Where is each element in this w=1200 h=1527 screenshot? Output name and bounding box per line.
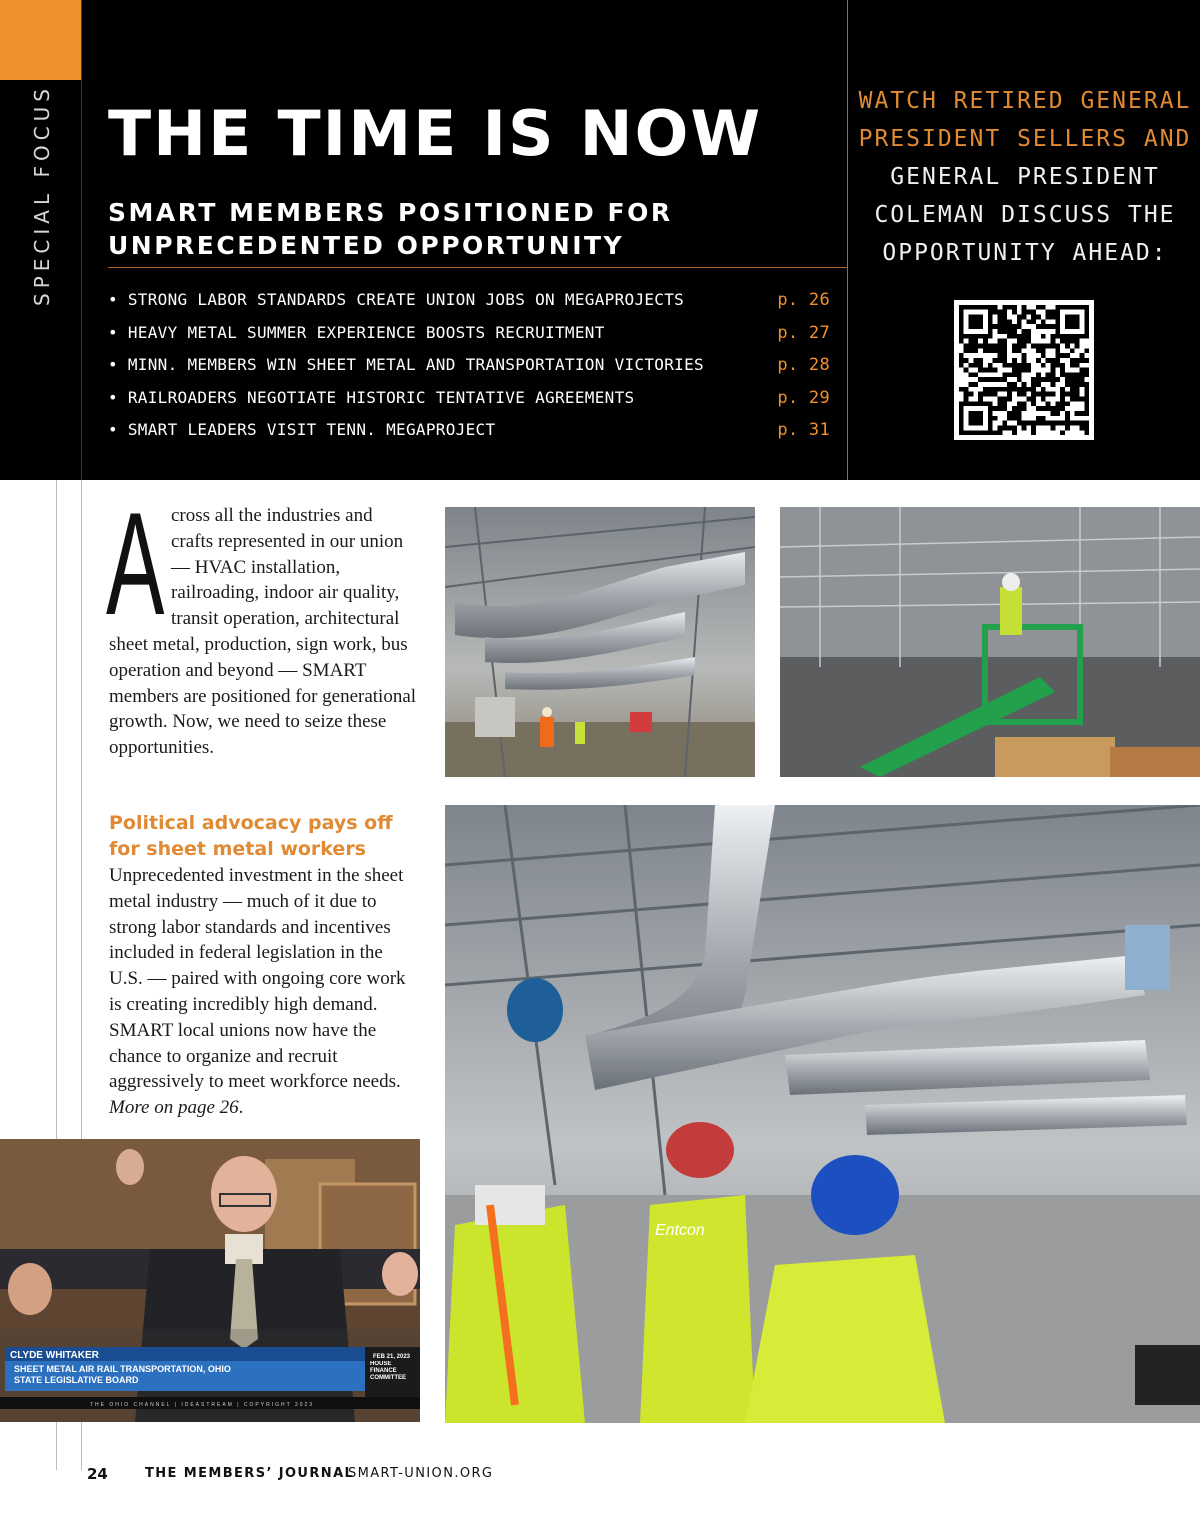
orange-corner-block [0, 0, 81, 80]
lower-third-name: CLYDE WHITAKER [10, 1350, 99, 1361]
intro-text: cross all the industries and crafts represented in our union — HVAC installation, railroading, indoor air quality, transit operation, architectural sheet metal, production, sign work, bus operation and beyond — SMART members are positioned for generational growth. Now, we need to seize these opportunities. [109, 505, 417, 759]
column-divider [847, 0, 848, 480]
toc-item[interactable] [108, 319, 830, 352]
toc-item-page: p. 26 [777, 290, 830, 310]
photo-ductwork-hall [445, 507, 755, 777]
toc-item-text: • RAILROADERS NEGOTIATE HISTORIC TENTATIVE AGREEMENTS [108, 387, 635, 407]
vest-logo: Entcon [655, 1222, 705, 1239]
toc-item-page: p. 31 [777, 420, 830, 440]
qr-code-icon [954, 300, 1094, 440]
lower-third-role-1: SHEET METAL AIR RAIL TRANSPORTATION, OHIO [14, 1364, 231, 1374]
section-side-label: SPECIAL FOCUS [30, 84, 54, 306]
toc-item-text: • MINN. MEMBERS WIN SHEET METAL AND TRANSPORTATION VICTORIES [108, 355, 704, 374]
toc-item-page: p. 29 [777, 387, 830, 408]
video-callout-text: GENERAL PRESIDENT COLEMAN DISCUSS THE OPPORTUNITY AHEAD: [874, 164, 1176, 266]
website-link[interactable]: SMART-UNION.ORG [348, 1466, 494, 1481]
lower-third-channel: THE OHIO CHANNEL | IDEASTREAM | COPYRIGHT 2023 [90, 1402, 315, 1408]
photo-legislative-testimony [0, 1139, 420, 1422]
toc-item[interactable] [108, 286, 830, 319]
page-number: 24 [87, 1465, 108, 1483]
video-callout [850, 82, 1200, 272]
section-heading: Political advocacy pays off for sheet metal workers [109, 812, 393, 860]
publication-name: THE MEMBERS’ JOURNAL [145, 1466, 355, 1481]
qr-code[interactable] [954, 300, 1094, 440]
page-subtitle: SMART MEMBERS POSITIONED FOR UNPRECEDENTED OPPORTUNITY [108, 198, 673, 260]
title-divider [108, 267, 848, 268]
toc-item[interactable] [108, 384, 830, 417]
toc-item-page: p. 28 [777, 355, 830, 375]
side-divider [81, 0, 82, 480]
toc-item-text: • STRONG LABOR STANDARDS CREATE UNION JOBS ON MEGAPROJECTS [108, 290, 685, 309]
lower-third-committee: HOUSE FINANCE COMMITTEE [370, 1361, 406, 1381]
video-callout-highlight: WATCH RETIRED GENERAL PRESIDENT SELLERS AND [858, 88, 1192, 152]
section-paragraph: Unprecedented investment in the sheet metal industry — much of it due to strong labor standards and incentives included in federal legislation in the U.S. — paired with ongoing core work is creating incredibly high demand. SMART local unions now have the chance to organize and recruit aggressively to meet workforce needs. More on page 26. [109, 865, 406, 1119]
more-link[interactable]: More on page 26 [109, 1097, 239, 1119]
lower-third-date: FEB 21, 2023 [373, 1354, 411, 1360]
toc-item[interactable] [108, 416, 830, 449]
toc-item-text: • SMART LEADERS VISIT TENN. MEGAPROJECT [108, 420, 496, 439]
table-of-contents [108, 286, 830, 449]
page-title: THE TIME IS NOW [108, 97, 763, 170]
photo-worker-on-lift [780, 507, 1200, 777]
photo-workers-inspecting-ducts [445, 805, 1200, 1423]
toc-item[interactable] [108, 351, 830, 384]
page-footer [0, 1455, 600, 1495]
section-text: Unprecedented investment in the sheet metal industry — much of it due to strong labor standards and incentives included in federal legislation in the U.S. — paired with ongoing core work is creating incredibly high demand. SMART local unions now have the chance to organize and recruit aggressively to meet workforce needs. [109, 865, 406, 1093]
intro-paragraph [109, 503, 419, 761]
lower-third-role-2: STATE LEGISLATIVE BOARD [14, 1375, 139, 1385]
drop-cap: A [106, 482, 165, 645]
toc-item-page: p. 27 [777, 322, 830, 343]
toc-item-text: • HEAVY METAL SUMMER EXPERIENCE BOOSTS RECRUITMENT [108, 322, 605, 342]
